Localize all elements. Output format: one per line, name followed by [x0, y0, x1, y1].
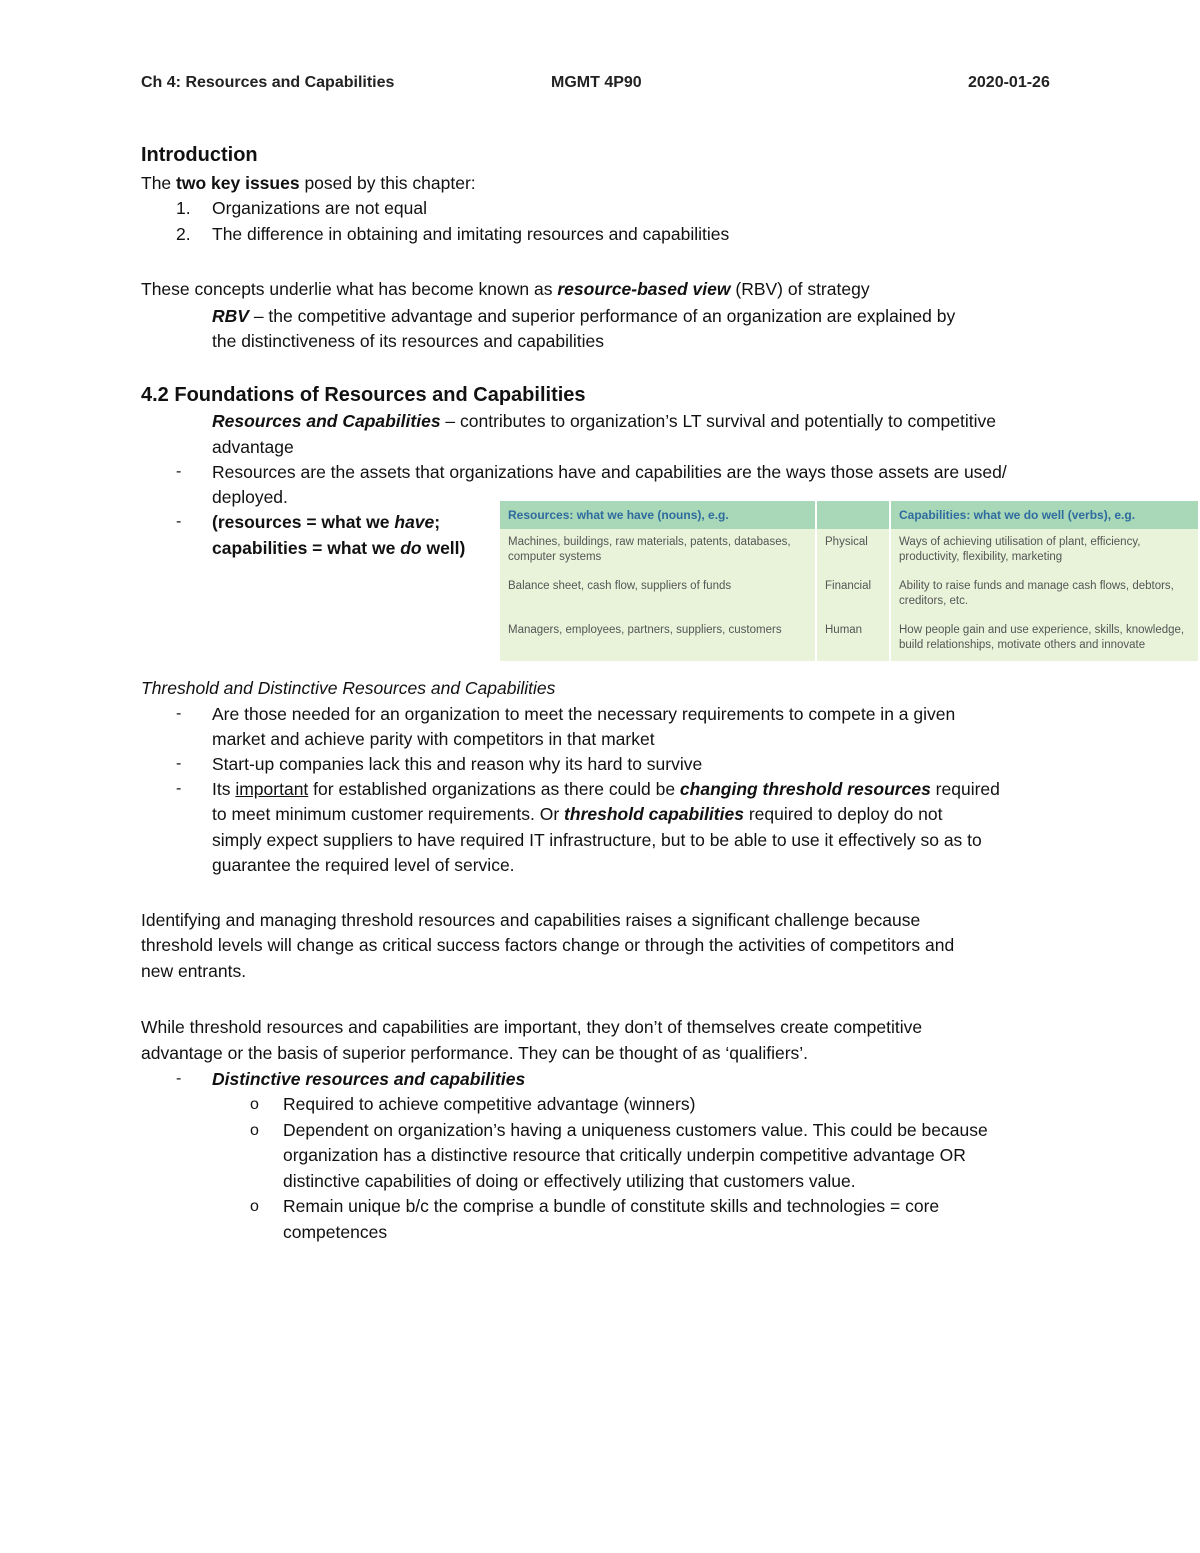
sub-bullet-2-cont: organization has a distinctive resource that critically underpin competitive advantage OR — [283, 1145, 966, 1165]
bullet-dash: - — [176, 513, 182, 530]
table-cell-capability: How people gain and use experience, skills, knowledge, build relationships, motivate others and innovate — [890, 617, 1198, 661]
sub-bullet: o — [250, 1198, 259, 1215]
sub-bullet-1: Required to achieve competitive advantage (winners) — [283, 1094, 696, 1114]
paragraph-line: new entrants. — [141, 961, 247, 981]
foundations-heading: 4.2 Foundations of Resources and Capabilities — [141, 384, 586, 406]
header-course: MGMT 4P90 — [551, 74, 642, 91]
sub-bullet-2-cont: distinctive capabilities of doing or effectively utilizing that customers value. — [283, 1171, 856, 1191]
resources-paren: (resources = what we have; — [212, 512, 441, 532]
capabilities-paren: capabilities = what we do well) — [212, 538, 466, 558]
header-date: 2020-01-26 — [968, 74, 1050, 91]
table-row — [500, 617, 1198, 661]
rbv-line: These concepts underlie what has become known as resource-based view (RBV) of strategy — [141, 279, 870, 299]
table-cell-resource: Managers, employees, partners, suppliers, customers — [500, 617, 816, 661]
paragraph-line: advantage or the basis of superior performance. They can be thought of as ‘qualifiers’. — [141, 1043, 809, 1063]
paragraph-line: While threshold resources and capabilities are important, they don’t of themselves create competitive — [141, 1017, 923, 1037]
assets-line: Resources are the assets that organizations have and capabilities are the ways those assets are used/ — [212, 462, 1007, 482]
table-header-capabilities: Capabilities: what we do well (verbs), e.g. — [890, 501, 1198, 529]
table-header-row — [500, 501, 1198, 529]
paragraph-line: Identifying and managing threshold resources and capabilities raises a significant challenge because — [141, 910, 921, 930]
table-cell-type: Human — [816, 617, 890, 661]
rc-definition-cont: advantage — [212, 437, 294, 457]
table-row — [500, 573, 1198, 617]
sub-bullet-2: Dependent on organization’s having a uniqueness customers value. This could be because — [283, 1120, 988, 1140]
threshold-bullet-3-cont: to meet minimum customer requirements. Or threshold capabilities required to deploy do not — [212, 804, 943, 824]
list-item-2: The difference in obtaining and imitating resources and capabilities — [212, 224, 730, 244]
rbv-definition-cont: the distinctiveness of its resources and capabilities — [212, 331, 605, 351]
table-cell-type: Physical — [816, 529, 890, 573]
table-cell-capability: Ways of achieving utilisation of plant, efficiency, productivity, flexibility, marketing — [890, 529, 1198, 573]
table-header-type — [816, 501, 890, 529]
rbv-definition: RBV – the competitive advantage and superior performance of an organization are explained by — [212, 306, 956, 326]
table-cell-resource: Balance sheet, cash flow, suppliers of funds — [500, 573, 816, 617]
resources-capabilities-table — [500, 501, 1198, 661]
table-cell-resource: Machines, buildings, raw materials, patents, databases, computer systems — [500, 529, 816, 573]
threshold-bullet-3-cont: guarantee the required level of service. — [212, 855, 515, 875]
threshold-bullet-2: Start-up companies lack this and reason why its hard to survive — [212, 754, 703, 774]
bullet-dash: - — [176, 705, 182, 722]
bullet-dash: - — [176, 755, 182, 772]
table-header-resources: Resources: what we have (nouns), e.g. — [500, 501, 816, 529]
threshold-bullet-3: Its important for established organizations as there could be changing threshold resources required — [212, 779, 1000, 799]
sub-bullet: o — [250, 1122, 259, 1139]
header-chapter: Ch 4: Resources and Capabilities — [141, 74, 395, 91]
bullet-dash: - — [176, 463, 182, 480]
sub-bullet-3: Remain unique b/c the comprise a bundle of constitute skills and technologies = core — [283, 1196, 940, 1216]
table-row — [500, 529, 1198, 573]
table-cell-capability: Ability to raise funds and manage cash flows, debtors, creditors, etc. — [890, 573, 1198, 617]
assets-line-cont: deployed. — [212, 487, 288, 507]
threshold-heading: Threshold and Distinctive Resources and Capabilities — [141, 678, 556, 698]
rc-definition: Resources and Capabilities – contributes to organization’s LT survival and potentially to competitive — [212, 411, 997, 431]
sub-bullet-3-cont: competences — [283, 1222, 388, 1242]
bullet-dash: - — [176, 1070, 182, 1087]
threshold-bullet-1-cont: market and achieve parity with competitors in that market — [212, 729, 655, 749]
bullet-dash: - — [176, 780, 182, 797]
table-cell-type: Financial — [816, 573, 890, 617]
list-num-2: 2. — [176, 224, 191, 244]
intro-line: The two key issues posed by this chapter: — [141, 173, 476, 193]
intro-heading: Introduction — [141, 144, 258, 166]
threshold-bullet-3-cont: simply expect suppliers to have required IT infrastructure, but to be able to use it effectively so as to — [212, 830, 982, 850]
sub-bullet: o — [250, 1096, 259, 1113]
threshold-bullet-1: Are those needed for an organization to meet the necessary requirements to compete in a given — [212, 704, 956, 724]
distinctive-heading: Distinctive resources and capabilities — [212, 1069, 526, 1089]
paragraph-line: threshold levels will change as critical success factors change or through the activities of competitors and — [141, 935, 955, 955]
list-num-1: 1. — [176, 198, 191, 218]
list-item-1: Organizations are not equal — [212, 198, 427, 218]
